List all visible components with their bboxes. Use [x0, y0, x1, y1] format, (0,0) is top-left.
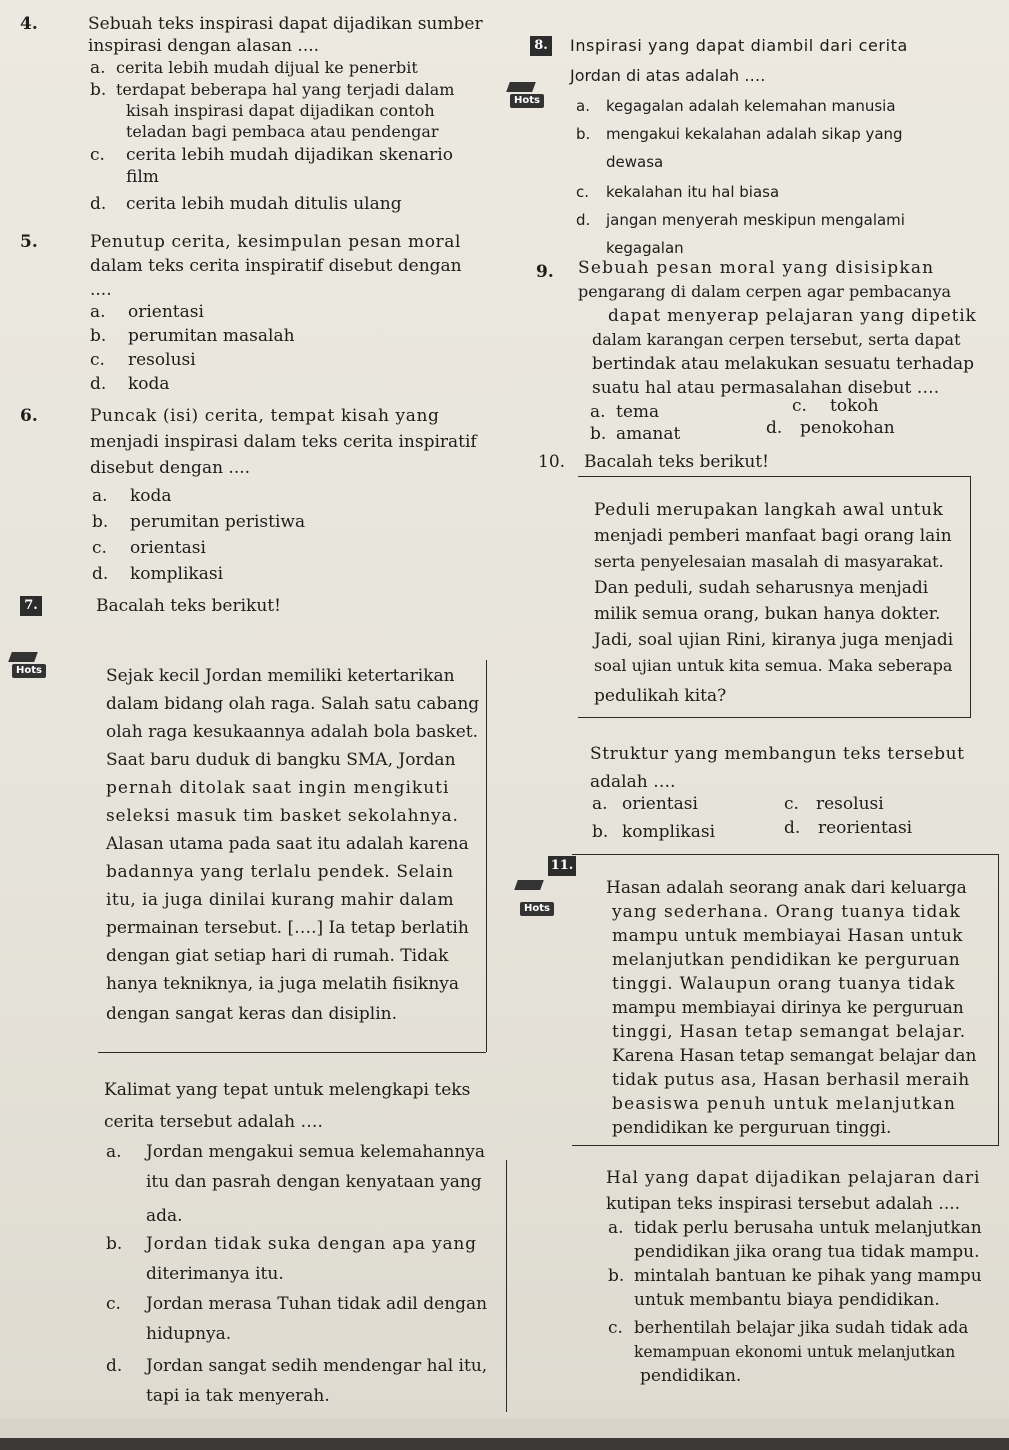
- q6-option-d[interactable]: komplikasi: [130, 564, 224, 584]
- q6-stem-line: disebut dengan ....: [90, 458, 251, 478]
- q4-option-c-cont: film: [126, 167, 159, 187]
- q4-option-b-cont: kisah inspirasi dapat dijadikan contoh: [126, 101, 435, 120]
- q10-passage-line: menjadi pemberi manfaat bagi orang lain: [594, 526, 952, 546]
- q10-option-a[interactable]: orientasi: [622, 794, 698, 814]
- q7-passage-line: hanya tekniknya, ia juga melatih fisiknya: [106, 974, 460, 994]
- q9-number: 9.: [536, 262, 554, 282]
- q7-passage-line: dalam bidang olah raga. Salah satu cabang: [106, 694, 480, 714]
- q4-option-b[interactable]: terdapat beberapa hal yang terjadi dalam: [116, 80, 455, 99]
- q4-option-a[interactable]: cerita lebih mudah dijual ke penerbit: [116, 58, 418, 77]
- q7-passage-line: dengan sangat keras dan disiplin.: [106, 1004, 398, 1024]
- q11-option-c-cont: pendidikan.: [640, 1366, 742, 1386]
- q7-passage-line: pernah ditolak saat ingin mengikuti: [106, 778, 450, 798]
- q5-stem-line: dalam teks cerita inspiratif disebut dengan: [90, 256, 462, 276]
- q4-option-b-cont: teladan bagi pembaca atau pendengar: [126, 122, 439, 141]
- q8-option-d-cont: kegagalan: [606, 239, 684, 257]
- q11-passage-line: Karena Hasan tetap semangat belajar dan: [612, 1046, 977, 1066]
- q11-passage-line: tinggi, Hasan tetap semangat belajar.: [612, 1022, 966, 1042]
- q8-hots-badge: Hots: [510, 94, 544, 108]
- q11-option-a-cont: pendidikan jika orang tua tidak mampu.: [634, 1242, 980, 1262]
- q9-option-d[interactable]: penokohan: [800, 418, 895, 438]
- q10-option-letter[interactable]: a.: [592, 794, 608, 814]
- q4-stem-line: inspirasi dengan alasan ....: [88, 36, 320, 56]
- q4-number: 4.: [20, 14, 38, 34]
- q5-stem-line: Penutup cerita, kesimpulan pesan moral: [90, 232, 462, 252]
- q7-hots-badge: Hots: [12, 664, 46, 678]
- q10-passage-line: serta penyelesaian masalah di masyarakat.: [594, 552, 944, 571]
- q9-option-letter[interactable]: b.: [590, 424, 607, 444]
- q5-option-letter[interactable]: d.: [90, 374, 107, 394]
- q11-hots-badge: Hots: [520, 902, 554, 916]
- q4-option-d[interactable]: cerita lebih mudah ditulis ulang: [126, 194, 402, 214]
- q10-intro: Bacalah teks berikut!: [584, 452, 769, 472]
- q8-option-b-cont: dewasa: [606, 153, 664, 171]
- q6-option-c[interactable]: orientasi: [130, 538, 206, 558]
- q8-option-letter[interactable]: c.: [576, 183, 590, 201]
- q7-option-letter[interactable]: a.: [106, 1142, 122, 1162]
- q6-option-a[interactable]: koda: [130, 486, 172, 506]
- q6-option-b[interactable]: perumitan peristiwa: [130, 512, 306, 532]
- q11-passage-line: beasiswa penuh untuk melanjutkan: [612, 1094, 957, 1114]
- q11-option-b[interactable]: mintalah bantuan ke pihak yang mampu: [634, 1266, 982, 1286]
- q5-option-b[interactable]: perumitan masalah: [128, 326, 295, 346]
- q7-passage-line: badannya yang terlalu pendek. Selain: [106, 862, 454, 882]
- q7-option-c[interactable]: Jordan merasa Tuhan tidak adil dengan: [146, 1294, 488, 1314]
- q4-option-c[interactable]: cerita lebih mudah dijadikan skenario: [126, 145, 453, 165]
- q11-passage-line: melanjutkan pendidikan ke perguruan: [612, 950, 961, 970]
- q8-number-badge: 8.: [530, 36, 552, 56]
- q7-stem-line: Kalimat yang tepat untuk melengkapi teks: [104, 1080, 471, 1100]
- q7-option-d-cont: tapi ia tak menyerah.: [146, 1386, 330, 1406]
- q8-option-letter[interactable]: d.: [576, 211, 591, 229]
- q5-stem-line: ....: [90, 280, 112, 300]
- q6-option-letter[interactable]: c.: [92, 538, 107, 558]
- q7-option-letter[interactable]: c.: [106, 1294, 121, 1314]
- q11-passage-line: tinggi. Walaupun orang tuanya tidak: [612, 974, 956, 994]
- q4-option-letter[interactable]: a.: [90, 58, 106, 78]
- q5-option-letter[interactable]: b.: [90, 326, 107, 346]
- q7-option-b-cont: diterimanya itu.: [146, 1264, 284, 1284]
- q7-passage-line: olah raga kesukaannya adalah bola basket.: [106, 722, 478, 742]
- q4-option-letter[interactable]: d.: [90, 194, 107, 214]
- q11-passage-line: tidak putus asa, Hasan berhasil meraih: [612, 1070, 970, 1090]
- q7-stem-line: cerita tersebut adalah ….: [104, 1112, 323, 1132]
- q10-option-letter[interactable]: c.: [784, 794, 799, 814]
- q11-stem-line: kutipan teks inspirasi tersebut adalah ....: [606, 1194, 961, 1214]
- q5-number: 5.: [20, 232, 38, 252]
- q6-number: 6.: [20, 406, 38, 426]
- q5-option-letter[interactable]: a.: [90, 302, 106, 322]
- q9-stem-line: dalam karangan cerpen tersebut, serta dapat: [592, 330, 961, 349]
- q5-option-a[interactable]: orientasi: [128, 302, 204, 322]
- q6-option-letter[interactable]: d.: [92, 564, 109, 584]
- q11-passage-line: mampu membiayai dirinya ke perguruan: [612, 998, 964, 1018]
- q7-option-b[interactable]: Jordan tidak suka dengan apa yang: [146, 1234, 477, 1254]
- q8-stem-line: Jordan di atas adalah ….: [570, 66, 766, 85]
- q4-option-letter[interactable]: b.: [90, 80, 107, 100]
- q9-stem-line: Sebuah pesan moral yang disisipkan: [578, 258, 935, 278]
- q10-passage-line: Jadi, soal ujian Rini, kiranya juga menjadi: [594, 630, 954, 650]
- q11-number-badge: 11.: [548, 856, 576, 876]
- q10-stem-line: adalah ….: [590, 772, 676, 792]
- q8-option-letter[interactable]: a.: [576, 97, 590, 115]
- q10-passage-line: soal ujian untuk kita semua. Maka seberapa: [594, 656, 953, 675]
- q7-intro: Bacalah teks berikut!: [96, 596, 281, 616]
- q9-option-letter[interactable]: c.: [792, 396, 807, 416]
- q7-passage-line: itu, ia juga dinilai kurang mahir dalam: [106, 890, 454, 910]
- q9-option-b[interactable]: amanat: [616, 424, 681, 444]
- q8-option-d[interactable]: jangan menyerah meskipun mengalami: [606, 211, 905, 229]
- graduation-cap-icon: [506, 82, 536, 92]
- column-divider: [506, 1160, 507, 1412]
- graduation-cap-icon: [514, 880, 544, 890]
- q11-passage-line: mampu untuk membiayai Hasan untuk: [612, 926, 963, 946]
- q10-option-b[interactable]: komplikasi: [622, 822, 716, 842]
- q10-option-letter[interactable]: d.: [784, 818, 801, 838]
- q7-option-a-cont: ada.: [146, 1206, 183, 1226]
- q7-option-a-cont: itu dan pasrah dengan kenyataan yang: [146, 1172, 482, 1192]
- q9-stem-line: suatu hal atau permasalahan disebut ….: [592, 378, 940, 398]
- q9-option-letter[interactable]: d.: [766, 418, 783, 438]
- q4-option-letter[interactable]: c.: [90, 145, 105, 165]
- q11-passage-line: pendidikan ke perguruan tinggi.: [612, 1118, 892, 1138]
- q7-option-letter[interactable]: b.: [106, 1234, 123, 1254]
- q11-passage-line: Hasan adalah seorang anak dari keluarga: [606, 878, 967, 898]
- q11-stem-line: Hal yang dapat dijadikan pelajaran dari: [606, 1168, 981, 1188]
- q5-option-d[interactable]: koda: [128, 374, 170, 394]
- q11-option-b-cont: untuk membantu biaya pendidikan.: [634, 1290, 940, 1310]
- q8-option-a[interactable]: kegagalan adalah kelemahan manusia: [606, 97, 896, 115]
- q5-option-c[interactable]: resolusi: [128, 350, 196, 370]
- graduation-cap-icon: [8, 652, 38, 662]
- q6-stem-line: menjadi inspirasi dalam teks cerita inspiratif: [90, 432, 477, 452]
- q9-stem-line: dapat menyerap pelajaran yang dipetik: [608, 306, 977, 326]
- q8-option-c[interactable]: kekalahan itu hal biasa: [606, 183, 780, 201]
- q7-option-c-cont: hidupnya.: [146, 1324, 232, 1344]
- q7-passage-line: Sejak kecil Jordan memiliki ketertarikan: [106, 666, 455, 686]
- q11-option-c[interactable]: berhentilah belajar jika sudah tidak ada: [634, 1318, 969, 1337]
- q6-stem-line: Puncak (isi) cerita, tempat kisah yang: [90, 406, 440, 426]
- q7-passage-line: permainan tersebut. [….] Ia tetap berlatih: [106, 918, 469, 938]
- q11-option-letter[interactable]: a.: [608, 1218, 624, 1238]
- q7-passage-line: Alasan utama pada saat itu adalah karena: [106, 834, 469, 854]
- q4-stem-line: Sebuah teks inspirasi dapat dijadikan sumber: [88, 14, 483, 34]
- q8-stem-line: Inspirasi yang dapat diambil dari cerita: [570, 36, 908, 55]
- q7-passage-line: Saat baru duduk di bangku SMA, Jordan: [106, 750, 456, 770]
- q7-option-d[interactable]: Jordan sangat sedih mendengar hal itu,: [146, 1356, 488, 1376]
- q10-passage-line: Peduli merupakan langkah awal untuk: [594, 500, 944, 520]
- q11-passage-line: yang sederhana. Orang tuanya tidak: [612, 902, 961, 922]
- q11-option-a[interactable]: tidak perlu berusaha untuk melanjutkan: [634, 1218, 982, 1238]
- q9-option-a[interactable]: tema: [616, 402, 660, 422]
- q6-option-letter[interactable]: b.: [92, 512, 109, 532]
- q10-option-letter[interactable]: b.: [592, 822, 609, 842]
- q7-number-badge: 7.: [20, 596, 42, 616]
- q10-stem-line: Struktur yang membangun teks tersebut: [590, 744, 965, 764]
- q10-number: 10.: [538, 452, 566, 472]
- q9-option-c[interactable]: tokoh: [830, 396, 879, 416]
- q6-option-letter[interactable]: a.: [92, 486, 108, 506]
- page-bottom-shadow: [0, 1438, 1009, 1450]
- q10-passage-line: milik semua orang, bukan hanya dokter.: [594, 604, 941, 624]
- q10-passage-line: pedulikah kita?: [594, 686, 727, 706]
- q8-option-b[interactable]: mengakui kekalahan adalah sikap yang: [606, 125, 903, 143]
- q8-option-letter[interactable]: b.: [576, 125, 591, 143]
- q9-option-letter[interactable]: a.: [590, 402, 606, 422]
- q11-option-letter[interactable]: b.: [608, 1266, 625, 1286]
- q11-option-letter[interactable]: c.: [608, 1318, 623, 1338]
- q7-option-a[interactable]: Jordan mengakui semua kelemahannya: [146, 1142, 486, 1162]
- q10-option-d[interactable]: reorientasi: [818, 818, 913, 838]
- q7-passage-line: seleksi masuk tim basket sekolahnya.: [106, 806, 459, 826]
- q7-option-letter[interactable]: d.: [106, 1356, 123, 1376]
- q7-passage-border-right: [486, 660, 487, 1052]
- q7-passage-line: dengan giat setiap hari di rumah. Tidak: [106, 946, 449, 966]
- q9-stem-line: bertindak atau melakukan sesuatu terhadap: [592, 354, 975, 374]
- q10-passage-line: Dan peduli, sudah seharusnya menjadi: [594, 578, 929, 598]
- q5-option-letter[interactable]: c.: [90, 350, 105, 370]
- q11-option-c-cont: kemampuan ekonomi untuk melanjutkan: [634, 1343, 956, 1361]
- q10-option-c[interactable]: resolusi: [816, 794, 884, 814]
- q9-stem-line: pengarang di dalam cerpen agar pembacanya: [578, 282, 952, 301]
